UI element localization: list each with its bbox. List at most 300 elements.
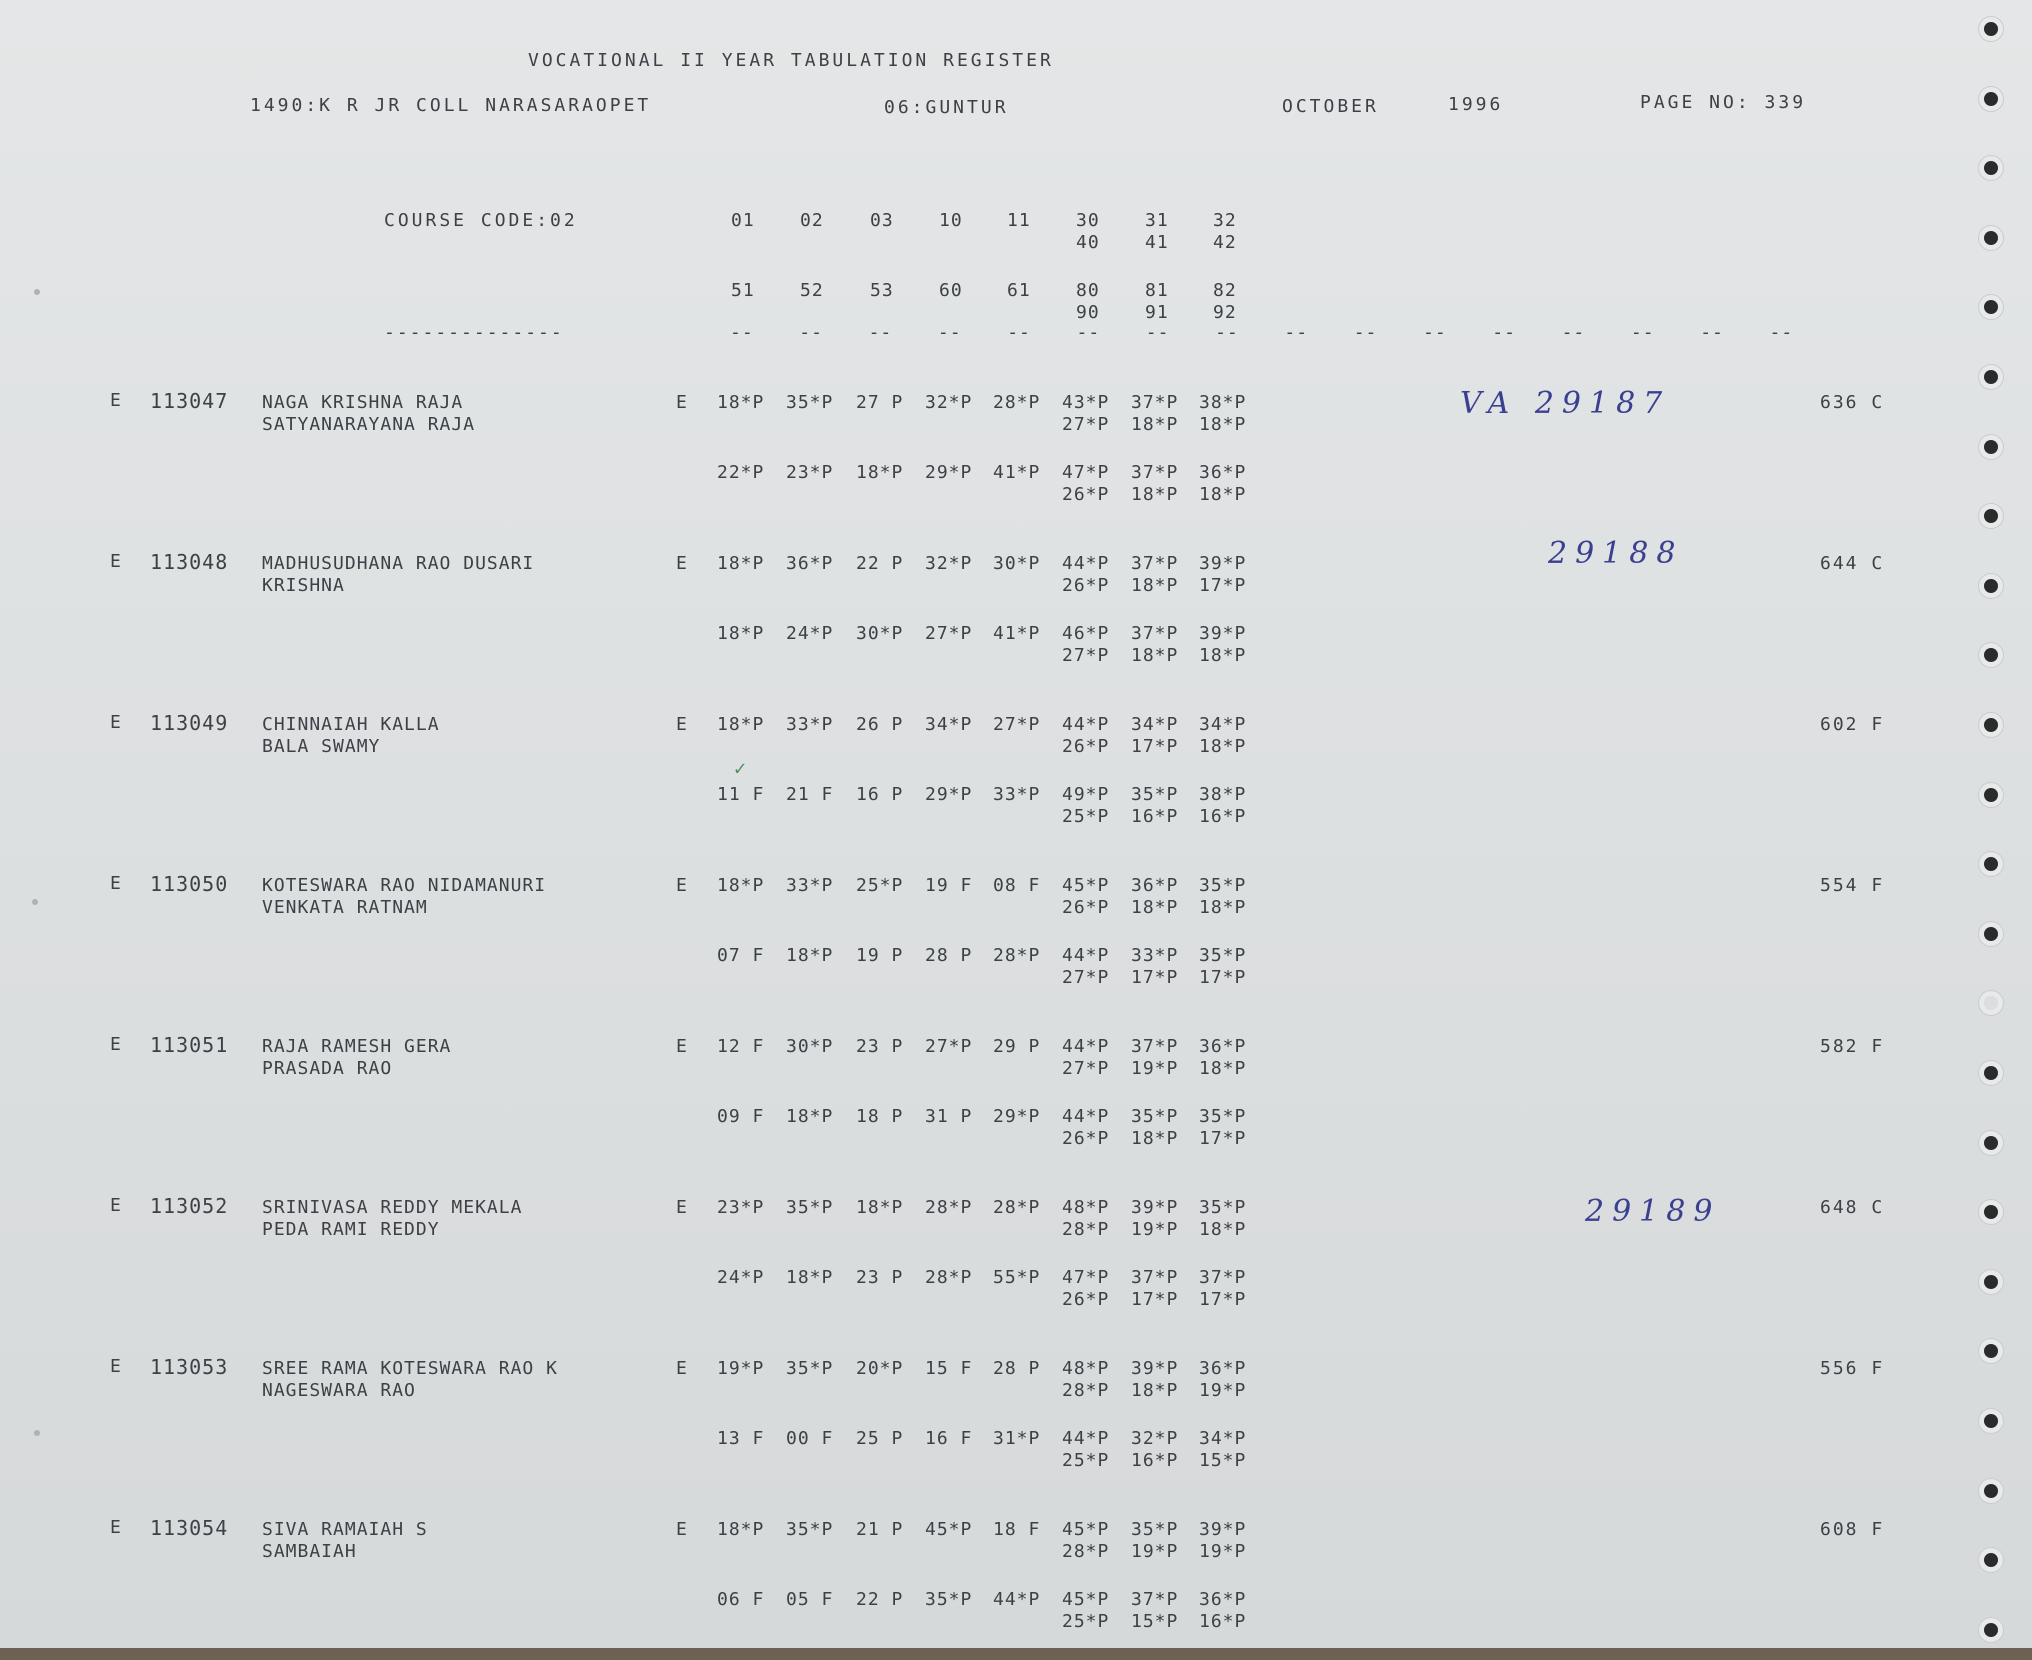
column-dash: -- <box>799 322 823 343</box>
mark-cell: 36*P <box>1131 875 1179 896</box>
record-flag: E <box>110 390 122 411</box>
student-name: NAGA KRISHNA RAJA <box>262 392 464 413</box>
paper-spot <box>34 1430 40 1436</box>
punch-hole <box>1984 1275 1998 1289</box>
course-code-dashes: -------------- <box>384 322 564 343</box>
mark-cell: 18*P <box>1131 575 1179 596</box>
student-name: RAJA RAMESH GERA <box>262 1036 452 1057</box>
roll-number: 113052 <box>150 1194 229 1218</box>
mark-cell: 38*P <box>1199 784 1247 805</box>
mark-cell: 44*P <box>993 1589 1041 1610</box>
course-code-label: COURSE CODE:02 <box>384 210 578 231</box>
punch-hole <box>1984 1484 1998 1498</box>
column-dash: -- <box>1561 322 1586 343</box>
roll-number: 113054 <box>150 1516 229 1540</box>
mark-cell: 49*P <box>1062 784 1110 805</box>
mark-cell: 19*P <box>717 1358 765 1379</box>
record-flag: E <box>110 551 122 572</box>
mark-cell: 17*P <box>1199 1128 1247 1149</box>
mark-cell: 18*P <box>717 875 765 896</box>
mark-cell: 29*P <box>925 462 973 483</box>
mark-cell: 37*P <box>1131 1267 1179 1288</box>
mark-cell: 18*P <box>717 714 765 735</box>
mark-cell: 26*P <box>1062 575 1110 596</box>
parent-name: KRISHNA <box>262 575 345 596</box>
mark-cell: 19*P <box>1131 1058 1179 1079</box>
mark-cell: 39*P <box>1199 553 1247 574</box>
mark-cell: 27*P <box>925 1036 973 1057</box>
mark-cell: 33*P <box>786 875 834 896</box>
mark-cell: 23 P <box>856 1036 904 1057</box>
mark-cell: 39*P <box>1199 623 1247 644</box>
mark-cell: 18*P <box>1131 897 1179 918</box>
mark-cell: 34*P <box>1199 714 1247 735</box>
subject-code: 81 <box>1145 280 1169 301</box>
mark-cell: 25*P <box>1062 1611 1110 1632</box>
mark-cell: 00 F <box>786 1428 834 1449</box>
subject-code: 82 <box>1213 280 1237 301</box>
district-name: 06:GUNTUR <box>884 97 1009 118</box>
mark-cell: 18*P <box>1199 1058 1247 1079</box>
mark-cell: 19*P <box>1199 1380 1247 1401</box>
mark-cell: 35*P <box>1199 945 1247 966</box>
punch-hole <box>1984 1344 1998 1358</box>
total-result: 636 C <box>1820 392 1885 413</box>
total-result: 648 C <box>1820 1197 1885 1218</box>
mark-cell: 35*P <box>786 392 834 413</box>
roll-number: 113049 <box>150 711 229 735</box>
subject-code: 42 <box>1213 232 1237 253</box>
mark-cell: 26*P <box>1062 897 1110 918</box>
mark-cell: 18*P <box>1131 1128 1179 1149</box>
mark-cell: 28*P <box>1062 1380 1110 1401</box>
mark-cell: 28*P <box>1062 1219 1110 1240</box>
medium-code: E <box>676 553 688 574</box>
mark-cell: 36*P <box>1199 1589 1247 1610</box>
mark-cell: 38*P <box>1199 392 1247 413</box>
mark-cell: 06 F <box>717 1589 765 1610</box>
mark-cell: 45*P <box>1062 875 1110 896</box>
mark-cell: 23 P <box>856 1267 904 1288</box>
roll-number: 113050 <box>150 872 229 896</box>
mark-cell: 27*P <box>1062 414 1110 435</box>
mark-cell: 18*P <box>786 1106 834 1127</box>
roll-number: 113047 <box>150 389 229 413</box>
mark-cell: 35*P <box>1199 1106 1247 1127</box>
mark-cell: 22*P <box>717 462 765 483</box>
parent-name: BALA SWAMY <box>262 736 381 757</box>
column-dash: -- <box>1630 322 1655 343</box>
mark-cell: 16*P <box>1131 806 1179 827</box>
punch-hole <box>1984 1553 1998 1567</box>
mark-cell: 11 F <box>717 784 765 805</box>
mark-cell: 45*P <box>1062 1589 1110 1610</box>
subject-code: 51 <box>731 280 755 301</box>
column-dash: -- <box>937 322 962 343</box>
mark-cell: 18*P <box>786 1267 834 1288</box>
mark-cell: 16*P <box>1199 1611 1247 1632</box>
column-dash: -- <box>1423 322 1447 343</box>
record-flag: E <box>110 712 122 733</box>
mark-cell: 35*P <box>1199 875 1247 896</box>
mark-cell: 13 F <box>717 1428 765 1449</box>
subject-code: 60 <box>939 280 963 301</box>
column-dash: -- <box>1007 322 1031 343</box>
mark-cell: 39*P <box>1199 1519 1247 1540</box>
mark-cell: 43*P <box>1062 392 1110 413</box>
punch-hole <box>1984 718 1998 732</box>
medium-code: E <box>676 714 688 735</box>
mark-cell: 09 F <box>717 1106 765 1127</box>
mark-cell: 12 F <box>717 1036 765 1057</box>
mark-cell: 37*P <box>1131 623 1179 644</box>
parent-name: NAGESWARA RAO <box>262 1380 416 1401</box>
mark-cell: 28 P <box>993 1358 1041 1379</box>
mark-cell: 27*P <box>925 623 973 644</box>
subject-code: 61 <box>1007 280 1031 301</box>
subject-code: 30 <box>1076 210 1100 231</box>
mark-cell: 35*P <box>786 1358 834 1379</box>
mark-cell: 18*P <box>1199 645 1247 666</box>
column-dash: -- <box>1769 322 1794 343</box>
mark-cell: 47*P <box>1062 462 1110 483</box>
mark-cell: 18*P <box>856 462 904 483</box>
mark-cell: 32*P <box>925 553 973 574</box>
mark-cell: 22 P <box>856 553 904 574</box>
subject-code: 41 <box>1145 232 1169 253</box>
mark-cell: 34*P <box>1199 1428 1247 1449</box>
subject-code: 01 <box>731 210 755 231</box>
mark-cell: 19 F <box>925 875 973 896</box>
record-flag: E <box>110 873 122 894</box>
mark-cell: 35*P <box>786 1519 834 1540</box>
mark-cell: 35*P <box>1131 1106 1179 1127</box>
medium-code: E <box>676 1519 688 1540</box>
student-name: SIVA RAMAIAH S <box>262 1519 428 1540</box>
punch-hole <box>1984 22 1998 36</box>
mark-cell: 18*P <box>1199 484 1247 505</box>
mark-cell: 36*P <box>1199 1358 1247 1379</box>
mark-cell: 16 P <box>856 784 904 805</box>
mark-cell: 07 F <box>717 945 765 966</box>
mark-cell: 25*P <box>856 875 904 896</box>
column-dash: -- <box>1145 322 1170 343</box>
total-result: 608 F <box>1820 1519 1885 1540</box>
punch-hole <box>1984 1066 1998 1080</box>
mark-cell: 22 P <box>856 1589 904 1610</box>
punch-hole <box>1984 1205 1998 1219</box>
mark-cell: 33*P <box>1131 945 1179 966</box>
student-name: SREE RAMA KOTESWARA RAO K <box>262 1358 558 1379</box>
column-dash: -- <box>1076 322 1101 343</box>
subject-code: 10 <box>939 210 963 231</box>
mark-cell: 18 F <box>993 1519 1041 1540</box>
mark-cell: 18 P <box>856 1106 904 1127</box>
mark-cell: 18*P <box>717 1519 765 1540</box>
mark-cell: 41*P <box>993 462 1041 483</box>
mark-cell: 18*P <box>1199 736 1247 757</box>
mark-cell: 17*P <box>1131 967 1179 988</box>
column-dash: -- <box>868 322 893 343</box>
mark-cell: 35*P <box>1131 784 1179 805</box>
punch-hole <box>1984 370 1998 384</box>
mark-cell: 27*P <box>1062 1058 1110 1079</box>
punch-hole <box>1984 648 1998 662</box>
mark-cell: 36*P <box>1199 1036 1247 1057</box>
punch-hole <box>1984 1136 1998 1150</box>
mark-cell: 18*P <box>856 1197 904 1218</box>
student-name: MADHUSUDHANA RAO DUSARI <box>262 553 535 574</box>
column-dash: -- <box>730 322 754 343</box>
punch-hole <box>1984 231 1998 245</box>
roll-number: 113048 <box>150 550 229 574</box>
mark-cell: 36*P <box>786 553 834 574</box>
mark-cell: 25 P <box>856 1428 904 1449</box>
total-result: 644 C <box>1820 553 1885 574</box>
handwritten-number: 29189 <box>1585 1194 1721 1229</box>
mark-cell: 28*P <box>925 1267 973 1288</box>
mark-cell: 41*P <box>993 623 1041 644</box>
mark-cell: 16*P <box>1199 806 1247 827</box>
mark-cell: 37*P <box>1131 553 1179 574</box>
punch-hole <box>1984 92 1998 106</box>
subject-code: 31 <box>1145 210 1169 231</box>
mark-cell: 28*P <box>925 1197 973 1218</box>
page-number: PAGE NO: 339 <box>1640 92 1807 113</box>
mark-cell: 33*P <box>993 784 1041 805</box>
mark-cell: 29 P <box>993 1036 1041 1057</box>
mark-cell: 27 P <box>856 392 904 413</box>
mark-cell: 45*P <box>925 1519 973 1540</box>
mark-cell: 24*P <box>786 623 834 644</box>
mark-cell: 23*P <box>786 462 834 483</box>
mark-cell: 26*P <box>1062 484 1110 505</box>
mark-cell: 26*P <box>1062 736 1110 757</box>
mark-cell: 18*P <box>1131 645 1179 666</box>
mark-cell: 44*P <box>1062 945 1110 966</box>
parent-name: SAMBAIAH <box>262 1541 357 1562</box>
student-name: SRINIVASA REDDY MEKALA <box>262 1197 523 1218</box>
medium-code: E <box>676 1358 688 1379</box>
mark-cell: 27*P <box>1062 645 1110 666</box>
medium-code: E <box>676 1197 688 1218</box>
mark-cell: 17*P <box>1199 1289 1247 1310</box>
subject-code: 02 <box>800 210 824 231</box>
subject-code: 32 <box>1213 210 1237 231</box>
roll-number: 113051 <box>150 1033 229 1057</box>
medium-code: E <box>676 392 688 413</box>
subject-code: 40 <box>1076 232 1100 253</box>
parent-name: SATYANARAYANA RAJA <box>262 414 476 435</box>
mark-cell: 30*P <box>993 553 1041 574</box>
mark-cell: 28*P <box>993 1197 1041 1218</box>
mark-cell: 30*P <box>856 623 904 644</box>
mark-cell: 45*P <box>1062 1519 1110 1540</box>
punch-hole <box>1984 440 1998 454</box>
punch-hole <box>1984 579 1998 593</box>
mark-cell: 35*P <box>1131 1519 1179 1540</box>
mark-cell: 25*P <box>1062 1450 1110 1471</box>
mark-cell: 46*P <box>1062 623 1110 644</box>
mark-cell: 30*P <box>786 1036 834 1057</box>
record-flag: E <box>110 1034 122 1055</box>
subject-code: 03 <box>870 210 894 231</box>
mark-cell: 36*P <box>1199 462 1247 483</box>
punch-hole <box>1984 161 1998 175</box>
mark-cell: 34*P <box>925 714 973 735</box>
mark-cell: 37*P <box>1131 1589 1179 1610</box>
mark-cell: 18*P <box>717 553 765 574</box>
subject-code: 91 <box>1145 302 1169 323</box>
student-name: CHINNAIAH KALLA <box>262 714 440 735</box>
mark-cell: 29*P <box>993 1106 1041 1127</box>
college-name: 1490:K R JR COLL NARASARAOPET <box>250 95 652 116</box>
mark-cell: 17*P <box>1199 575 1247 596</box>
mark-cell: 44*P <box>1062 1428 1110 1449</box>
column-dash: -- <box>1492 322 1516 343</box>
mark-cell: 18*P <box>1199 414 1247 435</box>
mark-cell: 15*P <box>1131 1611 1179 1632</box>
paper-edge <box>0 1648 2032 1660</box>
mark-cell: 39*P <box>1131 1358 1179 1379</box>
mark-cell: 35*P <box>925 1589 973 1610</box>
mark-cell: 44*P <box>1062 1106 1110 1127</box>
column-dash: -- <box>1284 322 1309 343</box>
record-flag: E <box>110 1517 122 1538</box>
mark-cell: 44*P <box>1062 714 1110 735</box>
mark-cell: 48*P <box>1062 1197 1110 1218</box>
mark-cell: 31 P <box>925 1106 973 1127</box>
mark-cell: 26*P <box>1062 1289 1110 1310</box>
mark-cell: 55*P <box>993 1267 1041 1288</box>
mark-cell: 37*P <box>1199 1267 1247 1288</box>
mark-cell: 19*P <box>1131 1219 1179 1240</box>
parent-name: VENKATA RATNAM <box>262 897 428 918</box>
handwritten-number: VA 29187 <box>1460 386 1671 421</box>
mark-cell: 18*P <box>717 392 765 413</box>
mark-cell: 32*P <box>1131 1428 1179 1449</box>
total-result: 554 F <box>1820 875 1885 896</box>
mark-cell: 35*P <box>1199 1197 1247 1218</box>
mark-cell: 18*P <box>717 623 765 644</box>
column-dash: -- <box>1700 322 1724 343</box>
mark-cell: 29*P <box>925 784 973 805</box>
mark-cell: 23*P <box>717 1197 765 1218</box>
subject-code: 80 <box>1076 280 1100 301</box>
student-name: KOTESWARA RAO NIDAMANURI <box>262 875 547 896</box>
roll-number: 113053 <box>150 1355 229 1379</box>
mark-cell: 21 F <box>786 784 834 805</box>
mark-cell: 31*P <box>993 1428 1041 1449</box>
parent-name: PRASADA RAO <box>262 1058 393 1079</box>
subject-code: 53 <box>870 280 894 301</box>
mark-cell: 26*P <box>1062 1128 1110 1149</box>
mark-cell: 18*P <box>1199 1219 1247 1240</box>
total-result: 602 F <box>1820 714 1885 735</box>
medium-code: E <box>676 1036 688 1057</box>
parent-name: PEDA RAMI REDDY <box>262 1219 440 1240</box>
paper-spot <box>32 899 38 905</box>
mark-cell: 17*P <box>1199 967 1247 988</box>
mark-cell: 18*P <box>1131 1380 1179 1401</box>
mark-cell: 16 F <box>925 1428 973 1449</box>
mark-cell: 18*P <box>786 945 834 966</box>
record-flag: E <box>110 1356 122 1377</box>
punch-hole <box>1984 857 1998 871</box>
mark-cell: 39*P <box>1131 1197 1179 1218</box>
punch-hole <box>1984 996 1998 1010</box>
mark-cell: 19*P <box>1199 1541 1247 1562</box>
mark-cell: 27*P <box>993 714 1041 735</box>
mark-cell: 18*P <box>1131 484 1179 505</box>
mark-cell: 24*P <box>717 1267 765 1288</box>
mark-cell: 37*P <box>1131 392 1179 413</box>
total-result: 582 F <box>1820 1036 1885 1057</box>
mark-cell: 18*P <box>1199 897 1247 918</box>
total-result: 556 F <box>1820 1358 1885 1379</box>
subject-code: 11 <box>1007 210 1031 231</box>
subject-code: 52 <box>800 280 824 301</box>
mark-cell: 15*P <box>1199 1450 1247 1471</box>
punch-hole <box>1984 509 1998 523</box>
mark-cell: 18*P <box>1131 414 1179 435</box>
mark-cell: 28*P <box>993 945 1041 966</box>
mark-cell: 28*P <box>993 392 1041 413</box>
handwritten-number: 29188 <box>1548 536 1684 571</box>
punch-hole <box>1984 300 1998 314</box>
punch-hole <box>1984 1623 1998 1637</box>
mark-cell: 35*P <box>786 1197 834 1218</box>
mark-cell: 15 F <box>925 1358 973 1379</box>
mark-cell: 37*P <box>1131 462 1179 483</box>
mark-cell: 28*P <box>1062 1541 1110 1562</box>
medium-code: E <box>676 875 688 896</box>
column-dash: -- <box>1215 322 1239 343</box>
mark-cell: 28 P <box>925 945 973 966</box>
mark-cell: 48*P <box>1062 1358 1110 1379</box>
mark-cell: 33*P <box>786 714 834 735</box>
mark-cell: 17*P <box>1131 736 1179 757</box>
punch-hole <box>1984 927 1998 941</box>
mark-cell: 21 P <box>856 1519 904 1540</box>
paper-spot <box>34 289 40 295</box>
mark-cell: 47*P <box>1062 1267 1110 1288</box>
mark-cell: 16*P <box>1131 1450 1179 1471</box>
mark-cell: 19 P <box>856 945 904 966</box>
subject-code: 90 <box>1076 302 1100 323</box>
mark-cell: 20*P <box>856 1358 904 1379</box>
mark-cell: 34*P <box>1131 714 1179 735</box>
mark-cell: 17*P <box>1131 1289 1179 1310</box>
mark-cell: 19*P <box>1131 1541 1179 1562</box>
subject-code: 92 <box>1213 302 1237 323</box>
mark-cell: 37*P <box>1131 1036 1179 1057</box>
mark-cell: 27*P <box>1062 967 1110 988</box>
punch-hole <box>1984 788 1998 802</box>
punch-hole <box>1984 1414 1998 1428</box>
mark-cell: 08 F <box>993 875 1041 896</box>
mark-cell: 44*P <box>1062 553 1110 574</box>
register-title: VOCATIONAL II YEAR TABULATION REGISTER <box>528 50 1054 71</box>
check-mark: ✓ <box>734 756 747 780</box>
mark-cell: 32*P <box>925 392 973 413</box>
mark-cell: 05 F <box>786 1589 834 1610</box>
record-flag: E <box>110 1195 122 1216</box>
mark-cell: 26 P <box>856 714 904 735</box>
exam-year: 1996 <box>1448 94 1504 115</box>
mark-cell: 44*P <box>1062 1036 1110 1057</box>
column-dash: -- <box>1353 322 1378 343</box>
